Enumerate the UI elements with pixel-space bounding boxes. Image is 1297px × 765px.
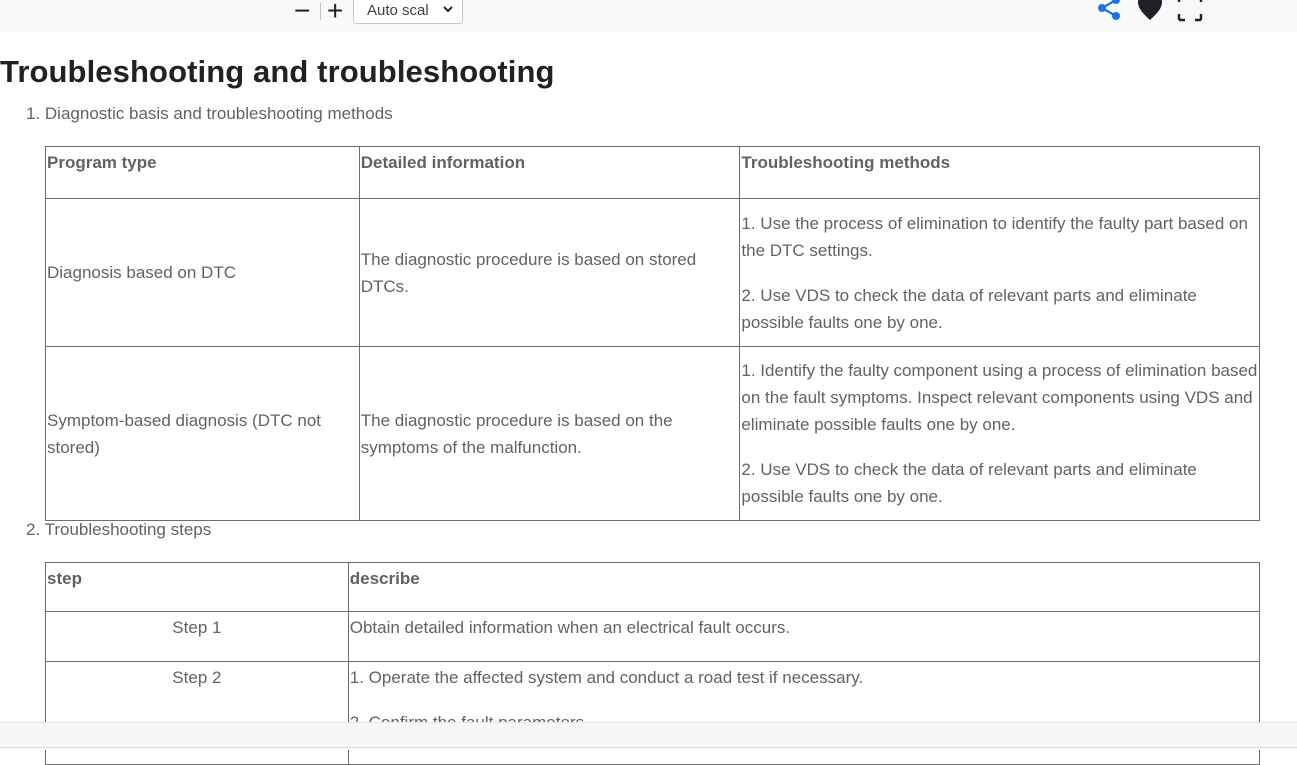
bottom-bar (0, 722, 1297, 750)
cell-detailed-information: The diagnostic procedure is based on the symptoms of the malfunction. (359, 347, 740, 521)
diagnostic-methods-table (45, 146, 1260, 521)
zoom-select[interactable] (353, 0, 463, 24)
describe-paragraph: Obtain detailed information when an electrical fault occurs. (349, 618, 791, 637)
page-title: Troubleshooting and troubleshooting (0, 54, 555, 89)
section-heading-diagnostic-basis: 1. Diagnostic basis and troubleshooting methods (26, 104, 393, 123)
cell-program-type: Diagnosis based on DTC (46, 199, 360, 347)
toolbar-divider (320, 2, 321, 20)
zoom-in-button[interactable]: + (327, 0, 344, 26)
method-paragraph: 2. Use VDS to check the data of relevant parts and eliminate possible faults one by one. (741, 460, 1197, 506)
method-paragraph: 1. Identify the faulty component using a process of elimination based on the fault symptoms. Inspect relevant components using VDS and eliminate possible faults one by one. (741, 361, 1258, 434)
cell-detailed-information: The diagnostic procedure is based on stored DTCs. (359, 199, 740, 347)
zoom-select-value: Auto scal (367, 2, 429, 19)
header-describe: describe (348, 563, 1259, 612)
cell-step: Step 1 (46, 612, 349, 662)
table-row (46, 612, 1260, 662)
table-row (46, 347, 1260, 521)
cell-troubleshooting-methods (740, 199, 1260, 347)
section-heading-troubleshooting-steps: 2. Troubleshooting steps (26, 520, 212, 539)
cell-step: Step 2 (46, 662, 349, 765)
method-paragraph: 2. Use VDS to check the data of relevant parts and eliminate possible faults one by one. (741, 285, 1197, 332)
chevron-down-icon (442, 3, 454, 15)
table-header-row (46, 147, 1260, 199)
describe-paragraph: 1. Operate the affected system and conduct a road test if necessary. (349, 668, 864, 687)
cell-troubleshooting-methods (740, 347, 1260, 521)
table-row (46, 199, 1260, 347)
header-step: step (46, 563, 349, 612)
header-program-type: Program type (46, 147, 360, 199)
method-paragraph: 1. Use the process of elimination to identify the faulty part based on the DTC settings. (741, 213, 1248, 260)
pdf-toolbar (0, 0, 1297, 32)
header-troubleshooting-methods: Troubleshooting methods (740, 147, 1260, 199)
fullscreen-icon[interactable] (1177, 0, 1203, 22)
document-content (0, 32, 1297, 722)
cell-describe (348, 612, 1259, 662)
table-header-row (46, 563, 1260, 612)
bottom-divider (0, 747, 1297, 748)
header-detailed-information: Detailed information (359, 147, 740, 199)
heart-icon[interactable] (1137, 0, 1163, 22)
zoom-out-button[interactable]: − (294, 0, 311, 26)
cell-program-type: Symptom-based diagnosis (DTC not stored) (46, 347, 360, 521)
share-icon[interactable] (1096, 0, 1122, 22)
